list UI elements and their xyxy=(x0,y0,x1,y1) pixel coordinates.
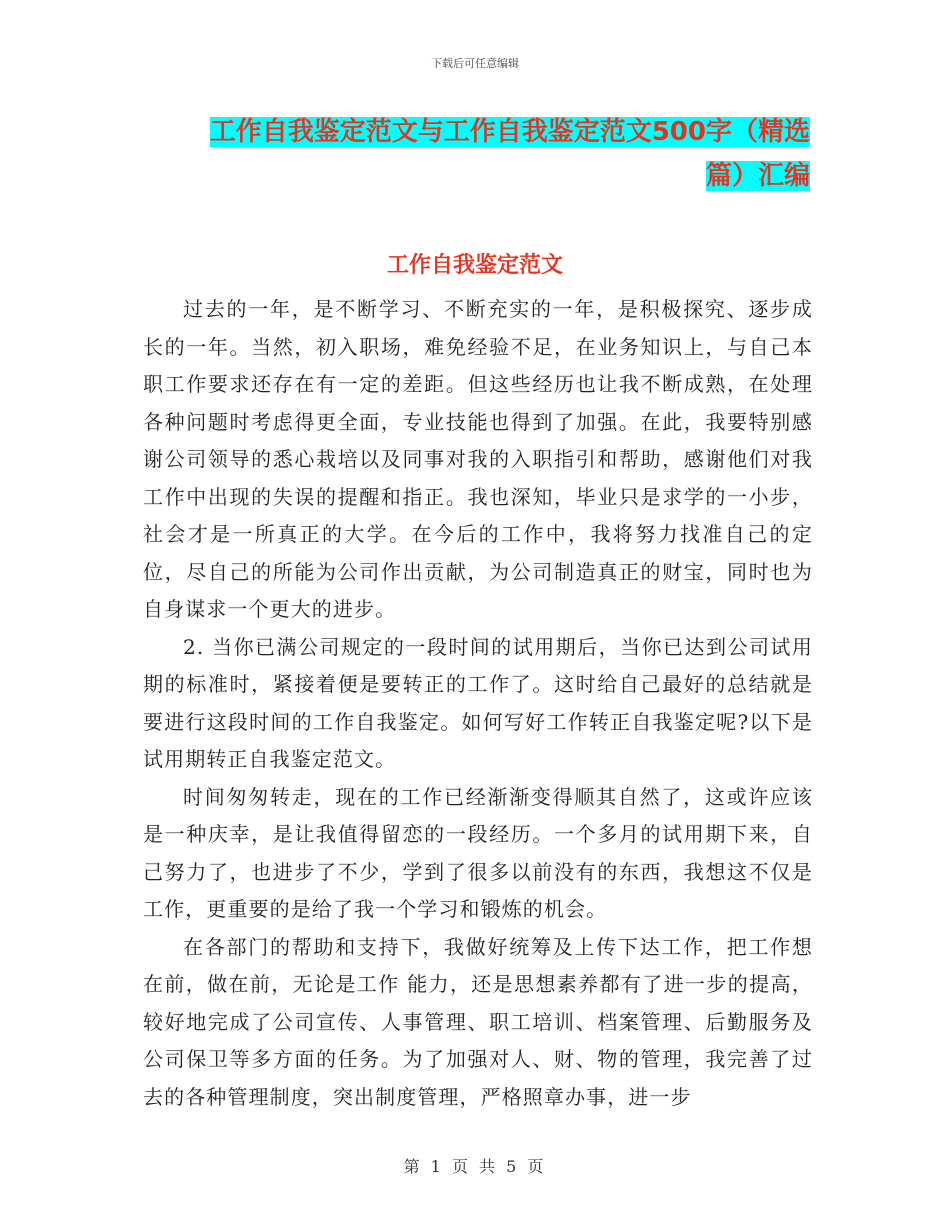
paragraph: 时间匆匆转走，现在的工作已经渐渐变得顺其自然了，这或许应该是一种庆幸，是让我值得留恋的一段经历。一个多月的试用期下来，自己努力了，也进步了不少，学到了很多以前没有的东西，我想这不仅是工作，更重要的是给了我一个学习和锻炼的机会。 xyxy=(143,784,813,921)
document-body xyxy=(143,291,813,1116)
paragraph: 2. 当你已满公司规定的一段时间的试用期后，当你已达到公司试用期的标准时，紧接着便是要转正的工作了。这时给自己最好的总结就是要进行这段时间的工作自我鉴定。如何写好工作转正自我鉴定呢?以下是试用期转正自我鉴定范文。 xyxy=(143,634,813,771)
download-note: 下载后可任意编辑 xyxy=(431,57,519,70)
paragraph: 过去的一年，是不断学习、不断充实的一年，是积极探究、逐步成长的一年。当然，初入职场，难免经验不足，在业务知识上，与自己本职工作要求还存在有一定的差距。但这些经历也让我不断成熟，在处理各种问题时考虑得更全面，专业技能也得到了加强。在此，我要特别感谢公司领导的悉心栽培以及同事对我的入职指引和帮助，感谢他们对我工作中出现的失误的提醒和指正。我也深知，毕业只是求学的一小步，社会才是一所真正的大学。在今后的工作中，我将努力找准自己的定位，尽自己的所能为公司作出贡献，为公司制造真正的财宝，同时也为自身谋求一个更大的进步。 xyxy=(143,297,813,621)
page-number: 第 1 页 共 5 页 xyxy=(403,1157,547,1176)
paragraph: 在各部门的帮助和支持下，我做好统筹及上传下达工作，把工作想在前，做在前，无论是工作 能力，还是思想素养都有了进一步的提高，较好地完成了公司宣传、人事管理、职工培训、档案管理、后勤服务及公司保卫等多方面的任务。为了加强对人、财、物的管理，我完善了过去的各种管理制度，突出制度管理，严格照章办事，进一步 xyxy=(143,934,813,1109)
section-title: 工作自我鉴定范文 xyxy=(386,253,563,278)
document-title-text: 工作自我鉴定范文与工作自我鉴定范文500字（精选篇）汇编 xyxy=(209,117,810,191)
document-title xyxy=(190,110,810,198)
